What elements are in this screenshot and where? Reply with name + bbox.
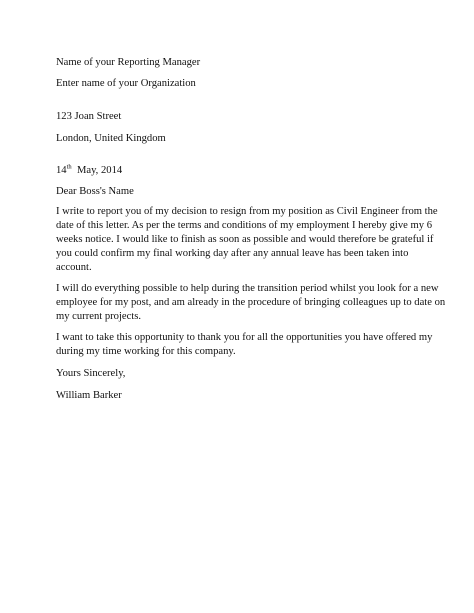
date-day-suffix: th	[66, 163, 72, 171]
recipient-address	[56, 110, 446, 146]
date-month-year: May, 2014	[76, 165, 123, 176]
salutation: Dear Boss's Name	[56, 186, 134, 197]
resignation-letter	[56, 56, 446, 403]
recipient-manager-name: Name of your Reporting Manager	[56, 57, 201, 68]
paragraph-transition: I will do everything possible to help during the transition period whilst you look for a new employee for my post, and am already in the procedure of bringing colleagues up to date on my current projects.	[56, 283, 446, 322]
closing: Yours Sincerely,	[56, 368, 126, 379]
paragraph-thanks: I want to take this opportunity to thank you for all the opportunities you have offered my during my time working for this company.	[56, 332, 433, 357]
address-city: London, United Kingdom	[56, 133, 166, 144]
letter-date	[56, 164, 446, 178]
address-street: 123 Joan Street	[56, 111, 122, 122]
date-day: 14	[56, 165, 67, 176]
recipient-organization: Enter name of your Organization	[56, 78, 196, 89]
paragraph-resignation: I write to report you of my decision to resign from my position as Civil Engineer from the date of this letter. As per the terms and conditions of my employment I hereby give my 6 weeks notice. I would like to finish as soon as possible and would therefore be grateful if you could confirm my final working day after any annual leave has been taken into account.	[56, 206, 438, 273]
signature-name: William Barker	[56, 390, 122, 401]
